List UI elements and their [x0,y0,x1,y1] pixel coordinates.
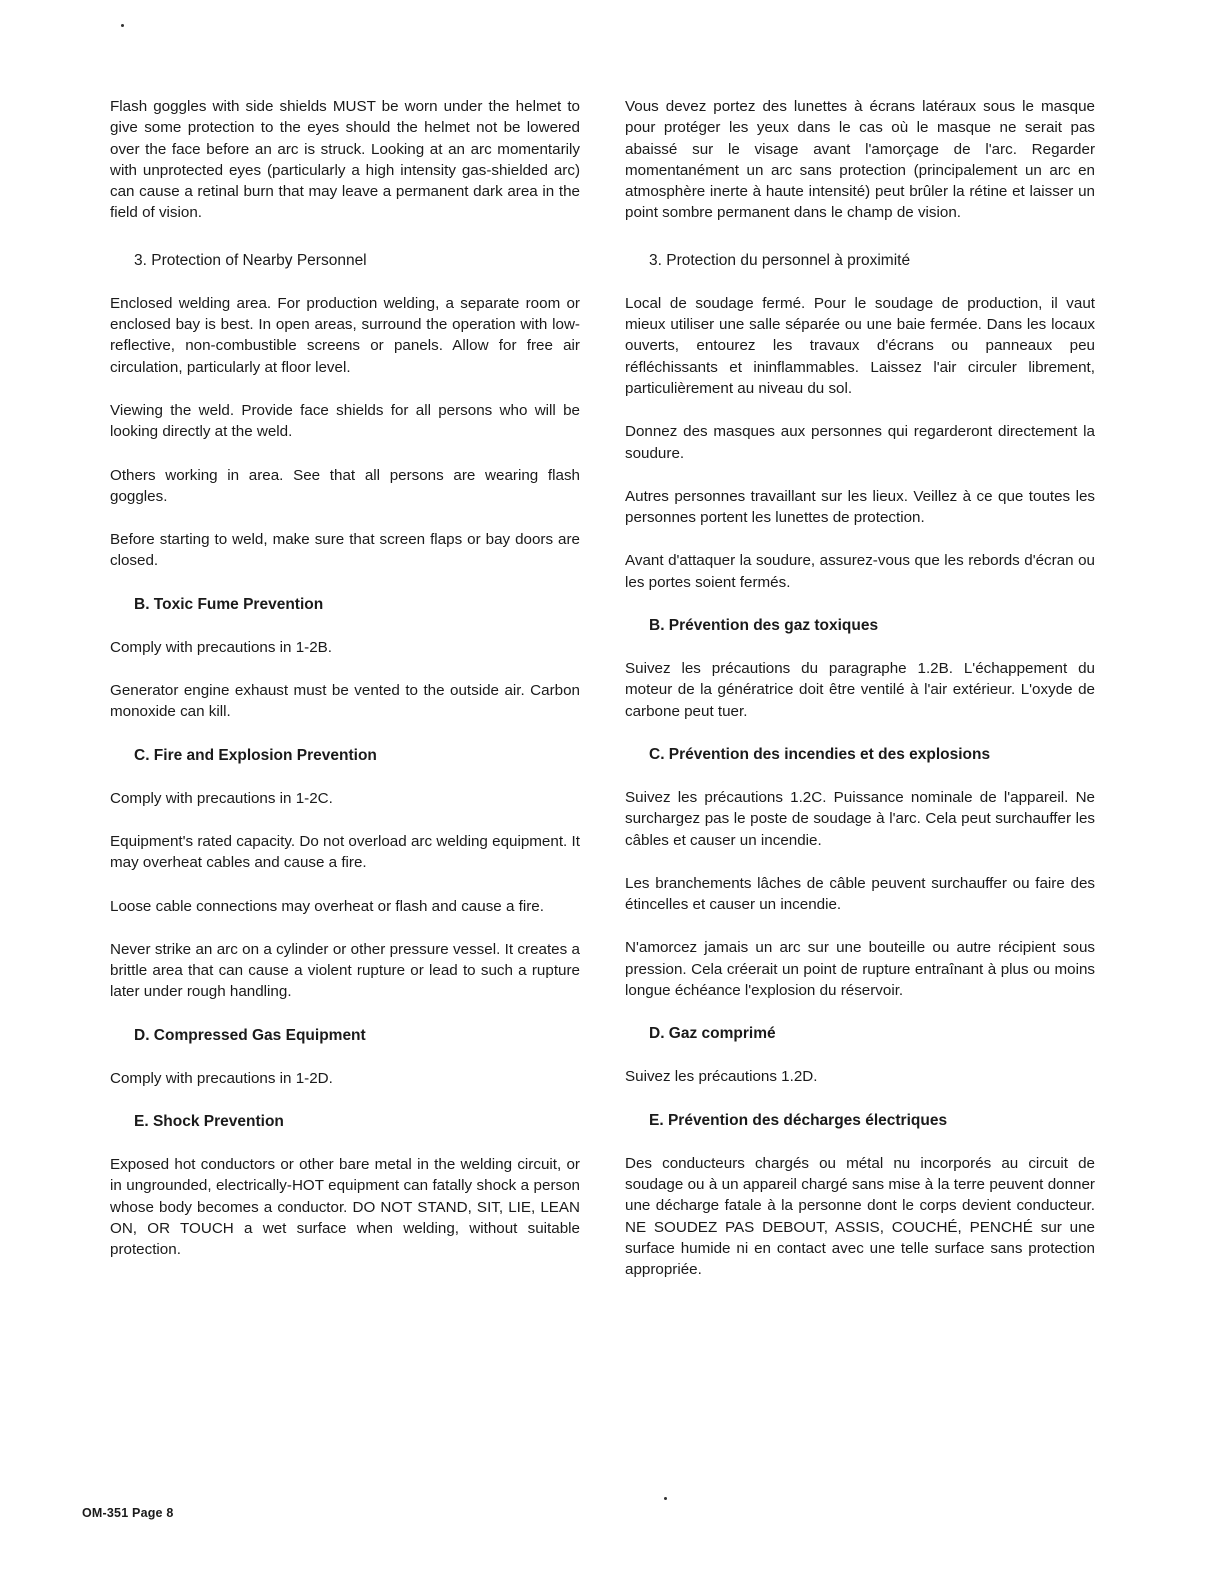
gas-comply-paragraph: Comply with precautions in 1-2D. [110,1069,333,1087]
fire-comply-paragraph: Comply with precautions in 1-2C. [110,789,333,807]
scan-speck [121,24,124,27]
loose-cable-paragraph: Loose cable connections may overheat or flash and cause a fire. [110,897,544,915]
toxic-comply-paragraph: Comply with precautions in 1-2B. [110,638,333,656]
toxic-paragraph-fr: Suivez les précautions du paragraphe 1.2B. L'échappement du moteur de la génératrice doit être ventilé à l'air extérieur. L'oxyde de carbone peut tuer. [625,660,1095,720]
compressed-gas-heading: D. Compressed Gas Equipment [134,1026,366,1044]
before-weld-paragraph-fr: Avant d'attaquer la soudure, assurez-vous que les rebords d'écran ou les portes soient fermés. [625,552,1095,591]
exhaust-paragraph: Generator engine exhaust must be vented to the outside air. Carbon monoxide can kill. [110,682,580,721]
shock-prevention-heading-fr: E. Prévention des décharges électriques [649,1111,948,1129]
shock-paragraph: Exposed hot conductors or other bare metal in the welding circuit, or in ungrounded, electrically-HOT equipment can fatally shock a person whose body becomes a conductor. DO NOT STAND, SIT, LIE, LEAN ON, OR TOUCH a wet surface when welding, without suitable protection. [110,1156,580,1259]
loose-cable-paragraph-fr: Les branchements lâches de câble peuvent surchauffer ou faire des étincelles et causer un incendie. [625,874,1095,914]
fire-explosion-heading-fr: C. Prévention des incendies et des explosions [649,745,991,763]
fire-explosion-heading: C. Fire and Explosion Prevention [134,746,377,764]
nearby-personnel-heading: 3. Protection of Nearby Personnel [134,251,367,269]
goggles-paragraph-fr: Vous devez portez des lunettes à écrans latéraux sous le masque pour protéger les yeux dans le cas où le masque ne serait pas abaissé sur le visage avant l'amorçage de l'arc. Regarder momentanément un arc sans protection (principalement un arc en atmosphère inerte à haute intensité) peut brûler la rétine et laisser un point sombre permanent dans le champ de vision. [625,98,1095,222]
nearby-personnel-heading-fr: 3. Protection du personnel à proximité [649,251,911,269]
toxic-fume-heading: B. Toxic Fume Prevention [134,595,324,613]
french-column [625,96,1095,1280]
shock-prevention-heading: E. Shock Prevention [134,1113,284,1131]
viewing-weld-paragraph-fr: Donnez des masques aux personnes qui regarderont directement la soudure. [625,423,1095,462]
goggles-paragraph: Flash goggles with side shields MUST be worn under the helmet to give some protection to the eyes should the helmet not be lowered over the face before an arc is struck. Looking at an arc momentarily with unprotected eyes (particularly a high intensity gas-shielded arc) can cause a retinal burn that may leave a permanent dark area in the field of vision. [110,98,580,222]
rated-capacity-paragraph: Equipment's rated capacity. Do not overload arc welding equipment. It may overheat cables and cause a fire. [110,832,580,872]
gas-comply-paragraph-fr: Suivez les précautions 1.2D. [625,1068,818,1086]
compressed-gas-heading-fr: D. Gaz comprimé [649,1025,776,1043]
before-weld-paragraph: Before starting to weld, make sure that screen flaps or bay doors are closed. [110,531,580,570]
page-footer: OM-351 Page 8 [82,1506,174,1520]
cylinder-arc-paragraph-fr: N'amorcez jamais un arc sur une bouteille ou autre récipient sous pression. Cela créerait un point de rupture entraînant à plus ou moins longue échéance l'explosion du réservoir. [625,939,1095,1000]
enclosed-area-paragraph-fr: Local de soudage fermé. Pour le soudage de production, il vaut mieux utiliser une salle séparée ou une baie fermée. Dans les locaux ouverts, entourez les travaux d'écrans ou panneaux peu réfléchissants et ininflammables. Laissez l'air circuler librement, particulièrement au niveau du sol. [625,294,1095,397]
others-working-paragraph-fr: Autres personnes travaillant sur les lieux. Veillez à ce que toutes les personnes portent les lunettes de protection. [625,487,1095,527]
enclosed-area-paragraph: Enclosed welding area. For production welding, a separate room or enclosed bay is best. In open areas, surround the operation with low-reflective, non-combustible screens or panels. Allow for free air circulation, particularly at floor level. [110,294,580,376]
viewing-weld-paragraph: Viewing the weld. Provide face shields for all persons who will be looking directly at the weld. [110,401,580,441]
others-working-paragraph: Others working in area. See that all persons are wearing flash goggles. [110,466,580,505]
english-column [110,96,580,1261]
rated-capacity-paragraph-fr: Suivez les précautions 1.2C. Puissance nominale de l'appareil. Ne surchargez pas le poste de soudage à l'arc. Cela peut surchauffer les câbles et causer un incendie. [625,788,1095,849]
cylinder-arc-paragraph: Never strike an arc on a cylinder or other pressure vessel. It creates a brittle area that can cause a violent rupture or lead to such a rupture later under rough handling. [110,940,580,1001]
toxic-fume-heading-fr: B. Prévention des gaz toxiques [649,617,879,635]
shock-paragraph-fr: Des conducteurs chargés ou métal nu incorporés au circuit de soudage ou à un appareil chargé sans mise à la terre peuvent donner une décharge fatale à la personne dont le corps devient conducteur. NE SOUDEZ PAS DEBOUT, ASSIS, COUCHÉ, PENCHÉ sur une surface humide ni en contact avec une telle surface sans protection appropriée. [625,1154,1095,1279]
scan-speck [664,1497,667,1500]
